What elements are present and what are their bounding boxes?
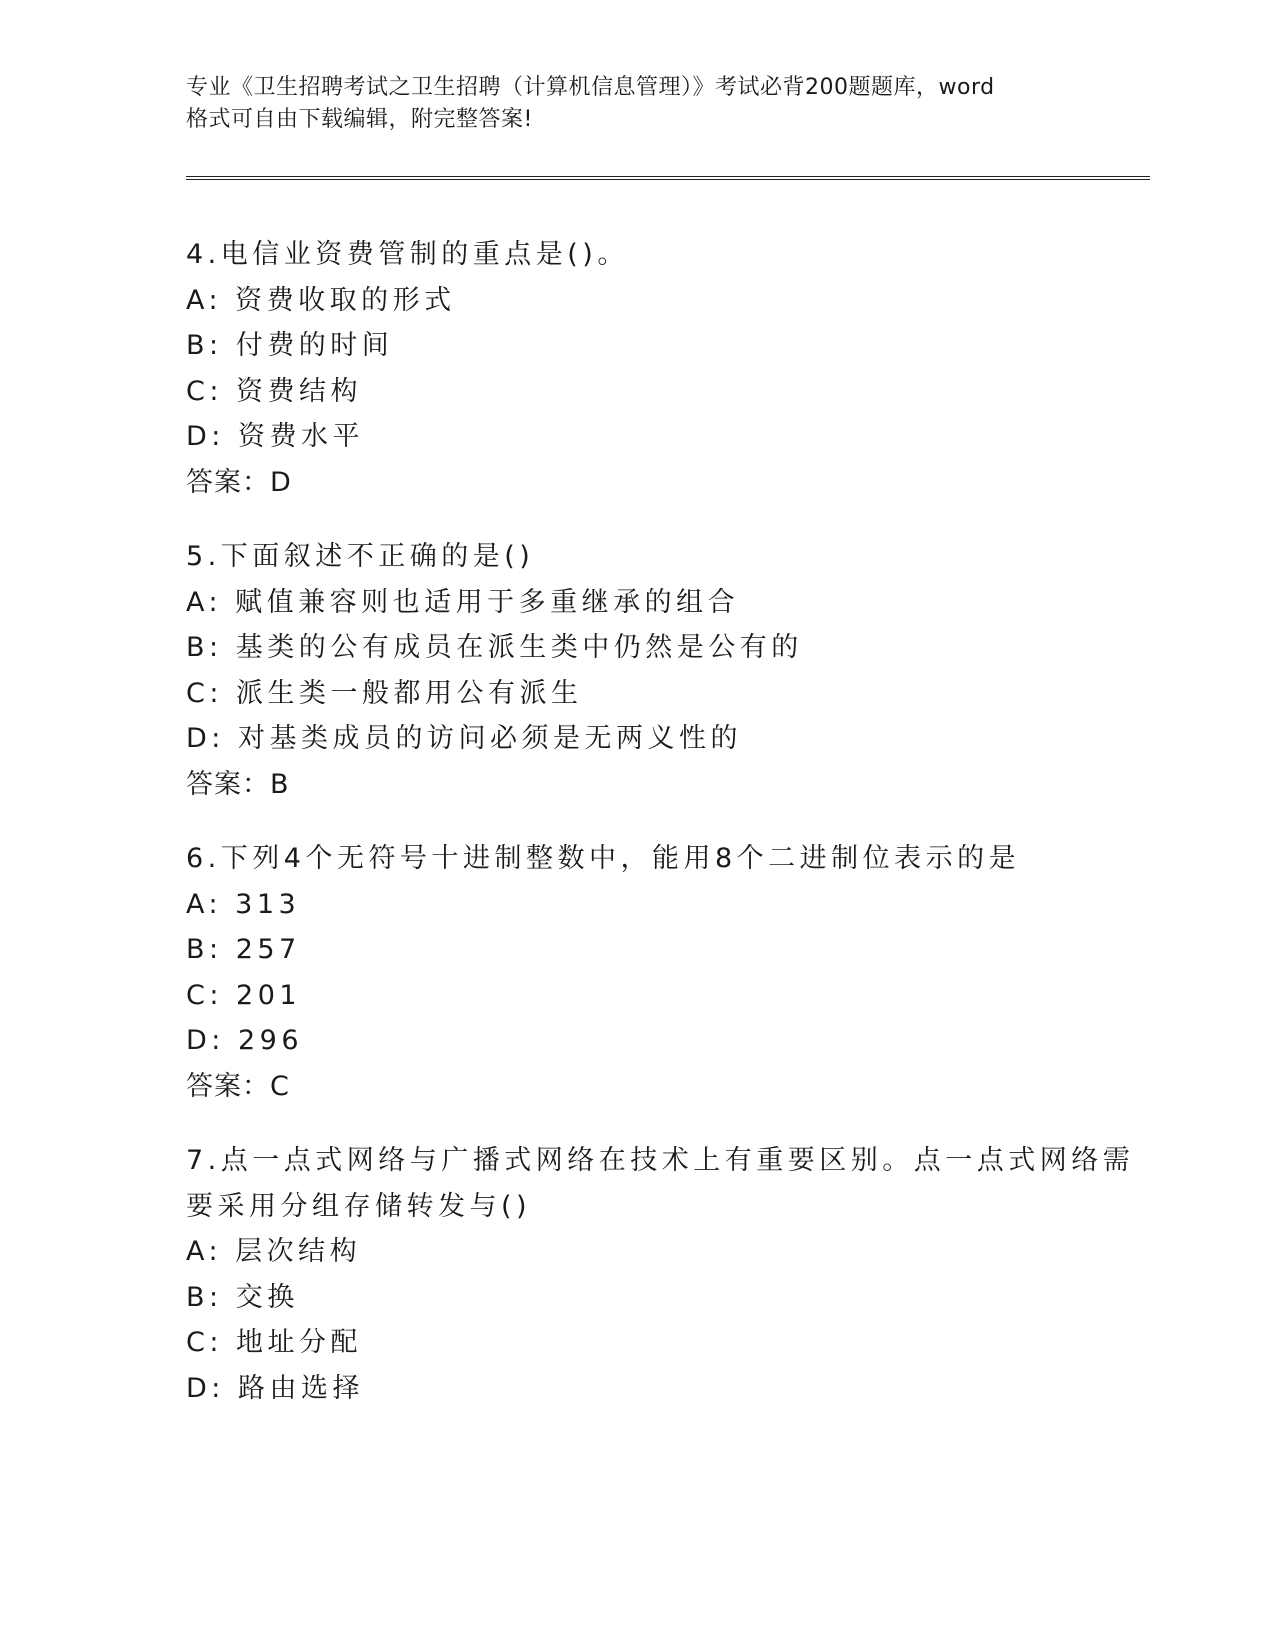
question-text-line-1: 7.点一点式网络与广播式网络在技术上有重要区别。点一点式网络需 — [186, 1145, 1135, 1176]
question-text-line-2: 要采用分组存储转发与() — [186, 1190, 532, 1222]
option-d: D: 对基类成员的访问必须是无两义性的 — [186, 723, 742, 754]
question-6 — [186, 836, 1150, 1109]
question-text: 4.电信业资费管制的重点是()。 — [186, 239, 629, 270]
option-d: D: 资费水平 — [186, 421, 364, 452]
question-5 — [186, 534, 1150, 807]
option-a: A: 313 — [186, 888, 301, 920]
question-text: 5.下面叙述不正确的是() — [186, 541, 535, 572]
option-b: B: 257 — [186, 934, 301, 965]
option-a: A: 资费收取的形式 — [186, 284, 456, 316]
option-b: B: 付费的时间 — [186, 330, 394, 361]
question-text: 6.下列4个无符号十进制整数中，能用8个二进制位表示的是 — [186, 843, 1021, 874]
question-4 — [186, 232, 1150, 505]
option-c: C: 资费结构 — [186, 375, 363, 407]
header-title-line-2: 格式可自由下载编辑，附完整答案! — [186, 107, 533, 132]
header-title-line-1: 专业《卫生招聘考试之卫生招聘（计算机信息管理）》考试必背200题题库，word — [186, 75, 995, 100]
answer: 答案：B — [186, 768, 290, 800]
document-header — [186, 72, 1086, 136]
question-7 — [186, 1138, 1150, 1411]
option-a: A: 层次结构 — [186, 1236, 362, 1267]
option-d: D: 296 — [186, 1025, 304, 1056]
option-b: B: 基类的公有成员在派生类中仍然是公有的 — [186, 632, 803, 663]
option-c: C: 派生类一般都用公有派生 — [186, 677, 583, 709]
answer: 答案：C — [186, 1070, 290, 1102]
option-c: C: 地址分配 — [186, 1327, 363, 1358]
option-a: A: 赋值兼容则也适用于多重继承的组合 — [186, 586, 740, 618]
answer: 答案：D — [186, 466, 292, 498]
option-c: C: 201 — [186, 979, 302, 1011]
option-b: B: 交换 — [186, 1281, 299, 1313]
question-list — [186, 232, 1150, 1440]
option-d: D: 路由选择 — [186, 1372, 364, 1404]
header-divider — [186, 176, 1150, 180]
